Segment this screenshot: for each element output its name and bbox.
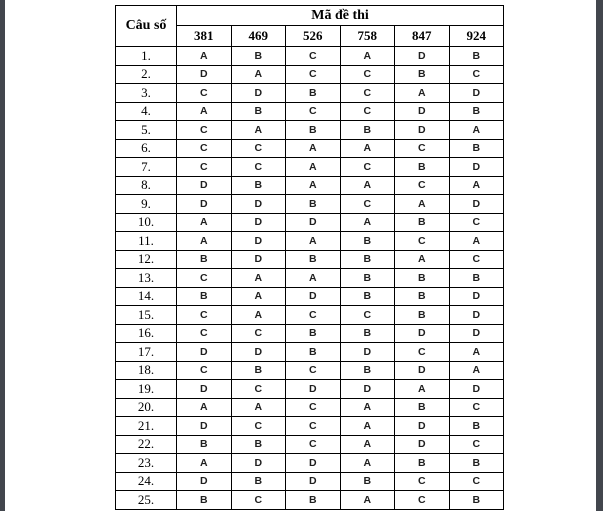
question-number-cell: 4.: [116, 102, 177, 121]
answer-cell: A: [286, 232, 341, 251]
answer-cell: C: [286, 47, 341, 66]
question-number-cell: 16.: [116, 324, 177, 343]
exam-code-header: 758: [340, 26, 395, 47]
answer-cell: D: [177, 176, 232, 195]
answer-cell: B: [231, 47, 286, 66]
answer-cell: B: [449, 417, 504, 436]
answer-cell: A: [395, 250, 450, 269]
answer-cell: B: [449, 47, 504, 66]
answer-cell: D: [286, 380, 341, 399]
answer-cell: A: [340, 454, 395, 473]
answer-cell: A: [340, 398, 395, 417]
question-number-cell: 18.: [116, 361, 177, 380]
answer-cell: B: [231, 435, 286, 454]
question-number-cell: 7.: [116, 158, 177, 177]
group-header-row: [116, 6, 504, 26]
answer-cell: B: [395, 306, 450, 325]
answer-cell: C: [286, 417, 341, 436]
answer-cell: B: [340, 287, 395, 306]
answer-cell: A: [177, 454, 232, 473]
answer-cell: B: [340, 361, 395, 380]
answer-cell: D: [449, 306, 504, 325]
answer-cell: D: [340, 380, 395, 399]
answer-cell: C: [177, 158, 232, 177]
answer-cell: C: [177, 121, 232, 140]
answer-cell: D: [177, 380, 232, 399]
answer-cell: C: [340, 195, 395, 214]
answer-cell: B: [340, 472, 395, 491]
answer-cell: D: [231, 84, 286, 103]
answer-cell: C: [395, 176, 450, 195]
question-number-cell: 25.: [116, 491, 177, 510]
table-row: [116, 158, 504, 177]
answer-cell: A: [231, 306, 286, 325]
answer-cell: C: [231, 324, 286, 343]
answer-cell: A: [340, 435, 395, 454]
answer-cell: D: [340, 343, 395, 362]
question-number-header: Câu số: [116, 6, 177, 47]
table-row: [116, 287, 504, 306]
answer-cell: A: [177, 47, 232, 66]
answer-cell: B: [286, 491, 341, 510]
answer-cell: D: [286, 472, 341, 491]
answer-cell: B: [286, 84, 341, 103]
answer-cell: A: [177, 398, 232, 417]
answer-cell: B: [177, 287, 232, 306]
question-number-cell: 10.: [116, 213, 177, 232]
answer-cell: D: [231, 343, 286, 362]
answer-cell: B: [231, 102, 286, 121]
answer-cell: C: [340, 306, 395, 325]
answer-key-table: [115, 5, 504, 510]
answer-cell: A: [340, 139, 395, 158]
answer-cell: B: [340, 250, 395, 269]
answer-cell: B: [449, 491, 504, 510]
answer-cell: D: [395, 47, 450, 66]
answer-cell: D: [395, 324, 450, 343]
answer-cell: B: [340, 269, 395, 288]
answer-cell: D: [449, 195, 504, 214]
answer-cell: A: [449, 343, 504, 362]
answer-cell: B: [395, 454, 450, 473]
answer-cell: C: [177, 306, 232, 325]
answer-cell: C: [340, 65, 395, 84]
question-number-cell: 20.: [116, 398, 177, 417]
answer-cell: B: [286, 343, 341, 362]
answer-cell: C: [340, 102, 395, 121]
answer-cell: B: [286, 195, 341, 214]
table-row: [116, 176, 504, 195]
answer-cell: D: [177, 417, 232, 436]
answer-cell: D: [177, 343, 232, 362]
exam-code-header: 847: [395, 26, 450, 47]
answer-cell: B: [449, 102, 504, 121]
table-row: [116, 269, 504, 288]
table-row: [116, 102, 504, 121]
answer-cell: B: [449, 269, 504, 288]
answer-cell: D: [231, 195, 286, 214]
answer-cell: C: [286, 435, 341, 454]
exam-code-group-header: Mã đề thi: [177, 6, 504, 26]
answer-cell: B: [395, 287, 450, 306]
answer-cell: B: [395, 398, 450, 417]
answer-cell: D: [231, 213, 286, 232]
answer-cell: B: [231, 361, 286, 380]
answer-cell: A: [177, 232, 232, 251]
answer-cell: A: [231, 398, 286, 417]
answer-cell: B: [286, 121, 341, 140]
exam-code-header: 526: [286, 26, 341, 47]
viewer-edge-right: [596, 0, 603, 511]
answer-cell: A: [177, 102, 232, 121]
answer-cell: A: [449, 232, 504, 251]
answer-cell: B: [395, 65, 450, 84]
answer-cell: C: [177, 139, 232, 158]
answer-cell: D: [449, 158, 504, 177]
answer-cell: D: [395, 417, 450, 436]
answer-cell: A: [340, 491, 395, 510]
table-row: [116, 491, 504, 510]
answer-cell: D: [231, 454, 286, 473]
answer-cell: A: [286, 176, 341, 195]
question-number-cell: 6.: [116, 139, 177, 158]
table-row: [116, 139, 504, 158]
table-row: [116, 324, 504, 343]
question-number-cell: 17.: [116, 343, 177, 362]
answer-cell: A: [395, 195, 450, 214]
answer-cell: A: [449, 176, 504, 195]
question-number-cell: 8.: [116, 176, 177, 195]
question-number-cell: 13.: [116, 269, 177, 288]
answer-cell: D: [177, 195, 232, 214]
answer-cell: C: [286, 398, 341, 417]
answer-cell: B: [231, 472, 286, 491]
answer-cell: D: [395, 121, 450, 140]
answer-cell: B: [340, 232, 395, 251]
answer-cell: C: [395, 491, 450, 510]
question-number-cell: 14.: [116, 287, 177, 306]
answer-cell: C: [231, 491, 286, 510]
answer-cell: D: [449, 287, 504, 306]
table-row: [116, 417, 504, 436]
answer-cell: A: [286, 139, 341, 158]
answer-cell: A: [340, 47, 395, 66]
answer-cell: A: [286, 269, 341, 288]
answer-cell: A: [340, 417, 395, 436]
table-row: [116, 472, 504, 491]
answer-cell: C: [395, 139, 450, 158]
answer-cell: C: [177, 324, 232, 343]
table-row: [116, 435, 504, 454]
question-number-cell: 15.: [116, 306, 177, 325]
answer-cell: C: [449, 435, 504, 454]
answer-cell: C: [231, 158, 286, 177]
table-row: [116, 343, 504, 362]
question-number-cell: 21.: [116, 417, 177, 436]
answer-cell: A: [340, 176, 395, 195]
exam-code-header: 469: [231, 26, 286, 47]
answer-cell: B: [286, 324, 341, 343]
table-row: [116, 213, 504, 232]
table-row: [116, 121, 504, 140]
table-row: [116, 84, 504, 103]
table-row: [116, 398, 504, 417]
answer-cell: A: [395, 380, 450, 399]
answer-cell: A: [231, 269, 286, 288]
exam-code-header: 924: [449, 26, 504, 47]
question-number-cell: 23.: [116, 454, 177, 473]
answer-cell: C: [286, 306, 341, 325]
answer-cell: A: [286, 158, 341, 177]
table-row: [116, 250, 504, 269]
answer-cell: B: [177, 250, 232, 269]
table-row: [116, 306, 504, 325]
answer-cell: C: [395, 472, 450, 491]
answer-cell: D: [449, 324, 504, 343]
exam-code-header: 381: [177, 26, 232, 47]
table-row: [116, 47, 504, 66]
answer-cell: C: [340, 158, 395, 177]
answer-cell: C: [449, 213, 504, 232]
answer-cell: C: [177, 84, 232, 103]
answer-cell: A: [449, 361, 504, 380]
question-number-cell: 1.: [116, 47, 177, 66]
question-number-cell: 5.: [116, 121, 177, 140]
table-row: [116, 232, 504, 251]
answer-cell: C: [177, 269, 232, 288]
answer-cell: C: [340, 84, 395, 103]
answer-cell: B: [340, 121, 395, 140]
question-number-cell: 3.: [116, 84, 177, 103]
answer-cell: B: [231, 176, 286, 195]
answer-cell: B: [340, 324, 395, 343]
answer-cell: C: [231, 139, 286, 158]
answer-cell: C: [286, 361, 341, 380]
answer-cell: A: [231, 65, 286, 84]
question-number-cell: 19.: [116, 380, 177, 399]
answer-cell: D: [449, 84, 504, 103]
answer-cell: D: [395, 361, 450, 380]
answer-cell: A: [340, 213, 395, 232]
answer-cell: B: [449, 454, 504, 473]
answer-cell: D: [395, 102, 450, 121]
answer-cell: D: [286, 454, 341, 473]
answer-cell: B: [177, 435, 232, 454]
answer-cell: C: [449, 65, 504, 84]
answer-cell: A: [231, 121, 286, 140]
answer-cell: C: [286, 102, 341, 121]
answer-cell: B: [286, 250, 341, 269]
answer-cell: C: [449, 472, 504, 491]
question-number-cell: 24.: [116, 472, 177, 491]
answer-cell: A: [449, 121, 504, 140]
answer-cell: D: [286, 287, 341, 306]
question-number-cell: 12.: [116, 250, 177, 269]
question-number-cell: 2.: [116, 65, 177, 84]
table-row: [116, 361, 504, 380]
answer-cell: C: [449, 250, 504, 269]
answer-cell: D: [395, 435, 450, 454]
answer-cell: D: [231, 250, 286, 269]
answer-cell: B: [449, 139, 504, 158]
answer-cell: C: [286, 65, 341, 84]
question-number-cell: 9.: [116, 195, 177, 214]
answer-cell: B: [395, 158, 450, 177]
table-row: [116, 380, 504, 399]
answer-cell: D: [177, 65, 232, 84]
table-row: [116, 195, 504, 214]
answer-cell: B: [177, 491, 232, 510]
answer-cell: C: [177, 361, 232, 380]
table-row: [116, 454, 504, 473]
question-number-cell: 22.: [116, 435, 177, 454]
answer-cell: D: [177, 472, 232, 491]
answer-cell: D: [286, 213, 341, 232]
answer-cell: A: [395, 84, 450, 103]
answer-cell: D: [231, 232, 286, 251]
answer-cell: C: [449, 398, 504, 417]
answer-cell: C: [231, 417, 286, 436]
viewer-edge-left: [0, 0, 5, 511]
answer-cell: A: [231, 287, 286, 306]
answer-cell: C: [395, 232, 450, 251]
table-row: [116, 65, 504, 84]
answer-cell: B: [395, 269, 450, 288]
question-number-cell: 11.: [116, 232, 177, 251]
answer-cell: D: [449, 380, 504, 399]
answer-cell: A: [177, 213, 232, 232]
answer-cell: C: [395, 343, 450, 362]
answer-cell: B: [395, 213, 450, 232]
answer-cell: C: [231, 380, 286, 399]
